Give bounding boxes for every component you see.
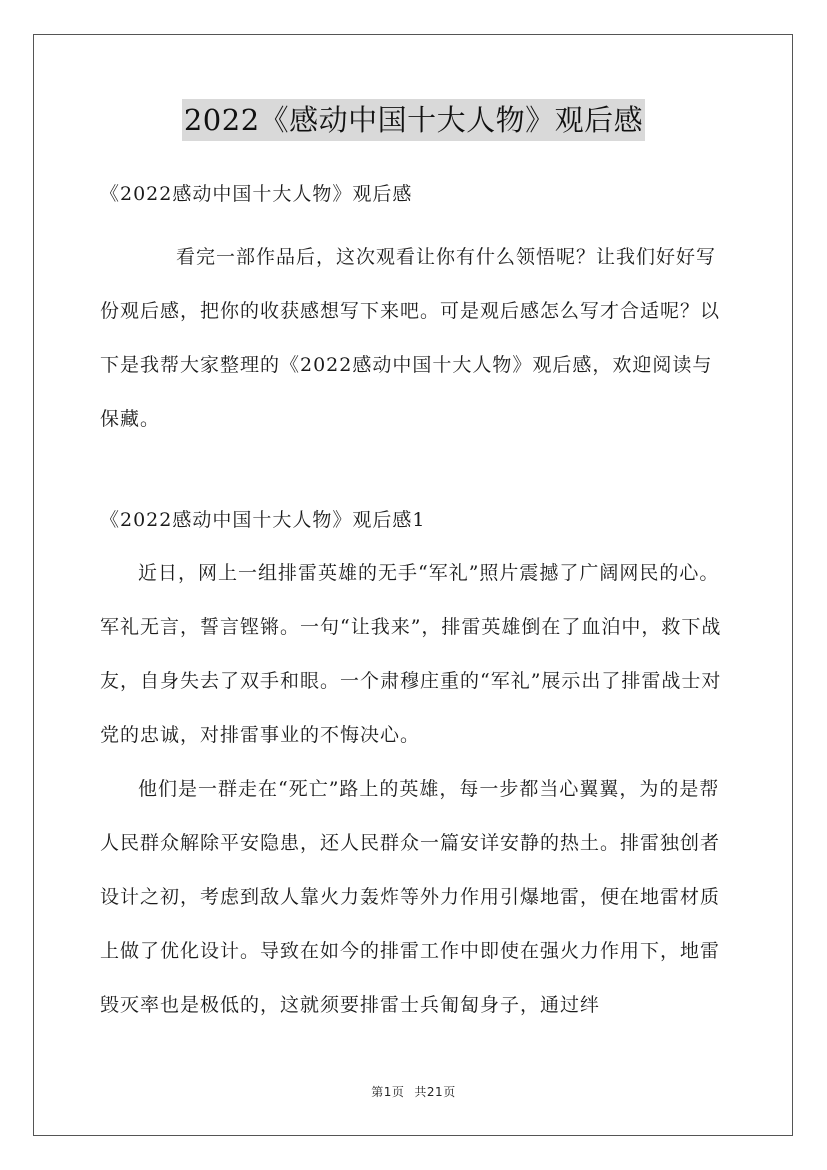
section-heading: 《2022感动中国十大人物》观后感1 — [100, 509, 426, 531]
body-paragraph: 他们是一群走在“死亡”路上的英雄，每一步都当心翼翼，为的是帮人民群众解除平安隐患，还人民群众一篇安详安静的热土。排雷独创者设计之初，考虑到敌人靠火力轰炸等外力作用引爆地雷，便在地雷材质上做了优化设计。导致在如今的排雷工作中即使在强火力作用下，地雷毁灭率也是极低的，这就须要排雷士兵匍匐身子，通过绊 — [100, 778, 721, 1016]
body-paragraph: 近日，网上一组排雷英雄的无手“军礼”照片震撼了广阔网民的心。军礼无言，誓言铿锵。一句“让我来”，排雷英雄倒在了血泊中，救下战友，自身失去了双手和眼。一个肃穆庄重的“军礼”展示出了排雷战士对党的忠诚，对排雷事业的不悔决心。 — [100, 562, 722, 746]
title-container — [0, 99, 827, 141]
document-subtitle: 《2022感动中国十大人物》观后感 — [100, 183, 413, 205]
document-title: 2022《感动中国十大人物》观后感 — [182, 99, 645, 141]
page-total: 共21页 — [414, 1085, 456, 1099]
page-footer — [0, 1083, 827, 1100]
page-number: 第1页 — [371, 1085, 405, 1099]
intro-paragraph: 看完一部作品后，这次观看让你有什么领悟呢？让我们好好写份观后感，把你的收获感想写下来吧。可是观后感怎么写才合适呢？以下是我帮大家整理的《2022感动中国十大人物》观后感，欢迎阅读与保藏。 — [100, 246, 721, 430]
